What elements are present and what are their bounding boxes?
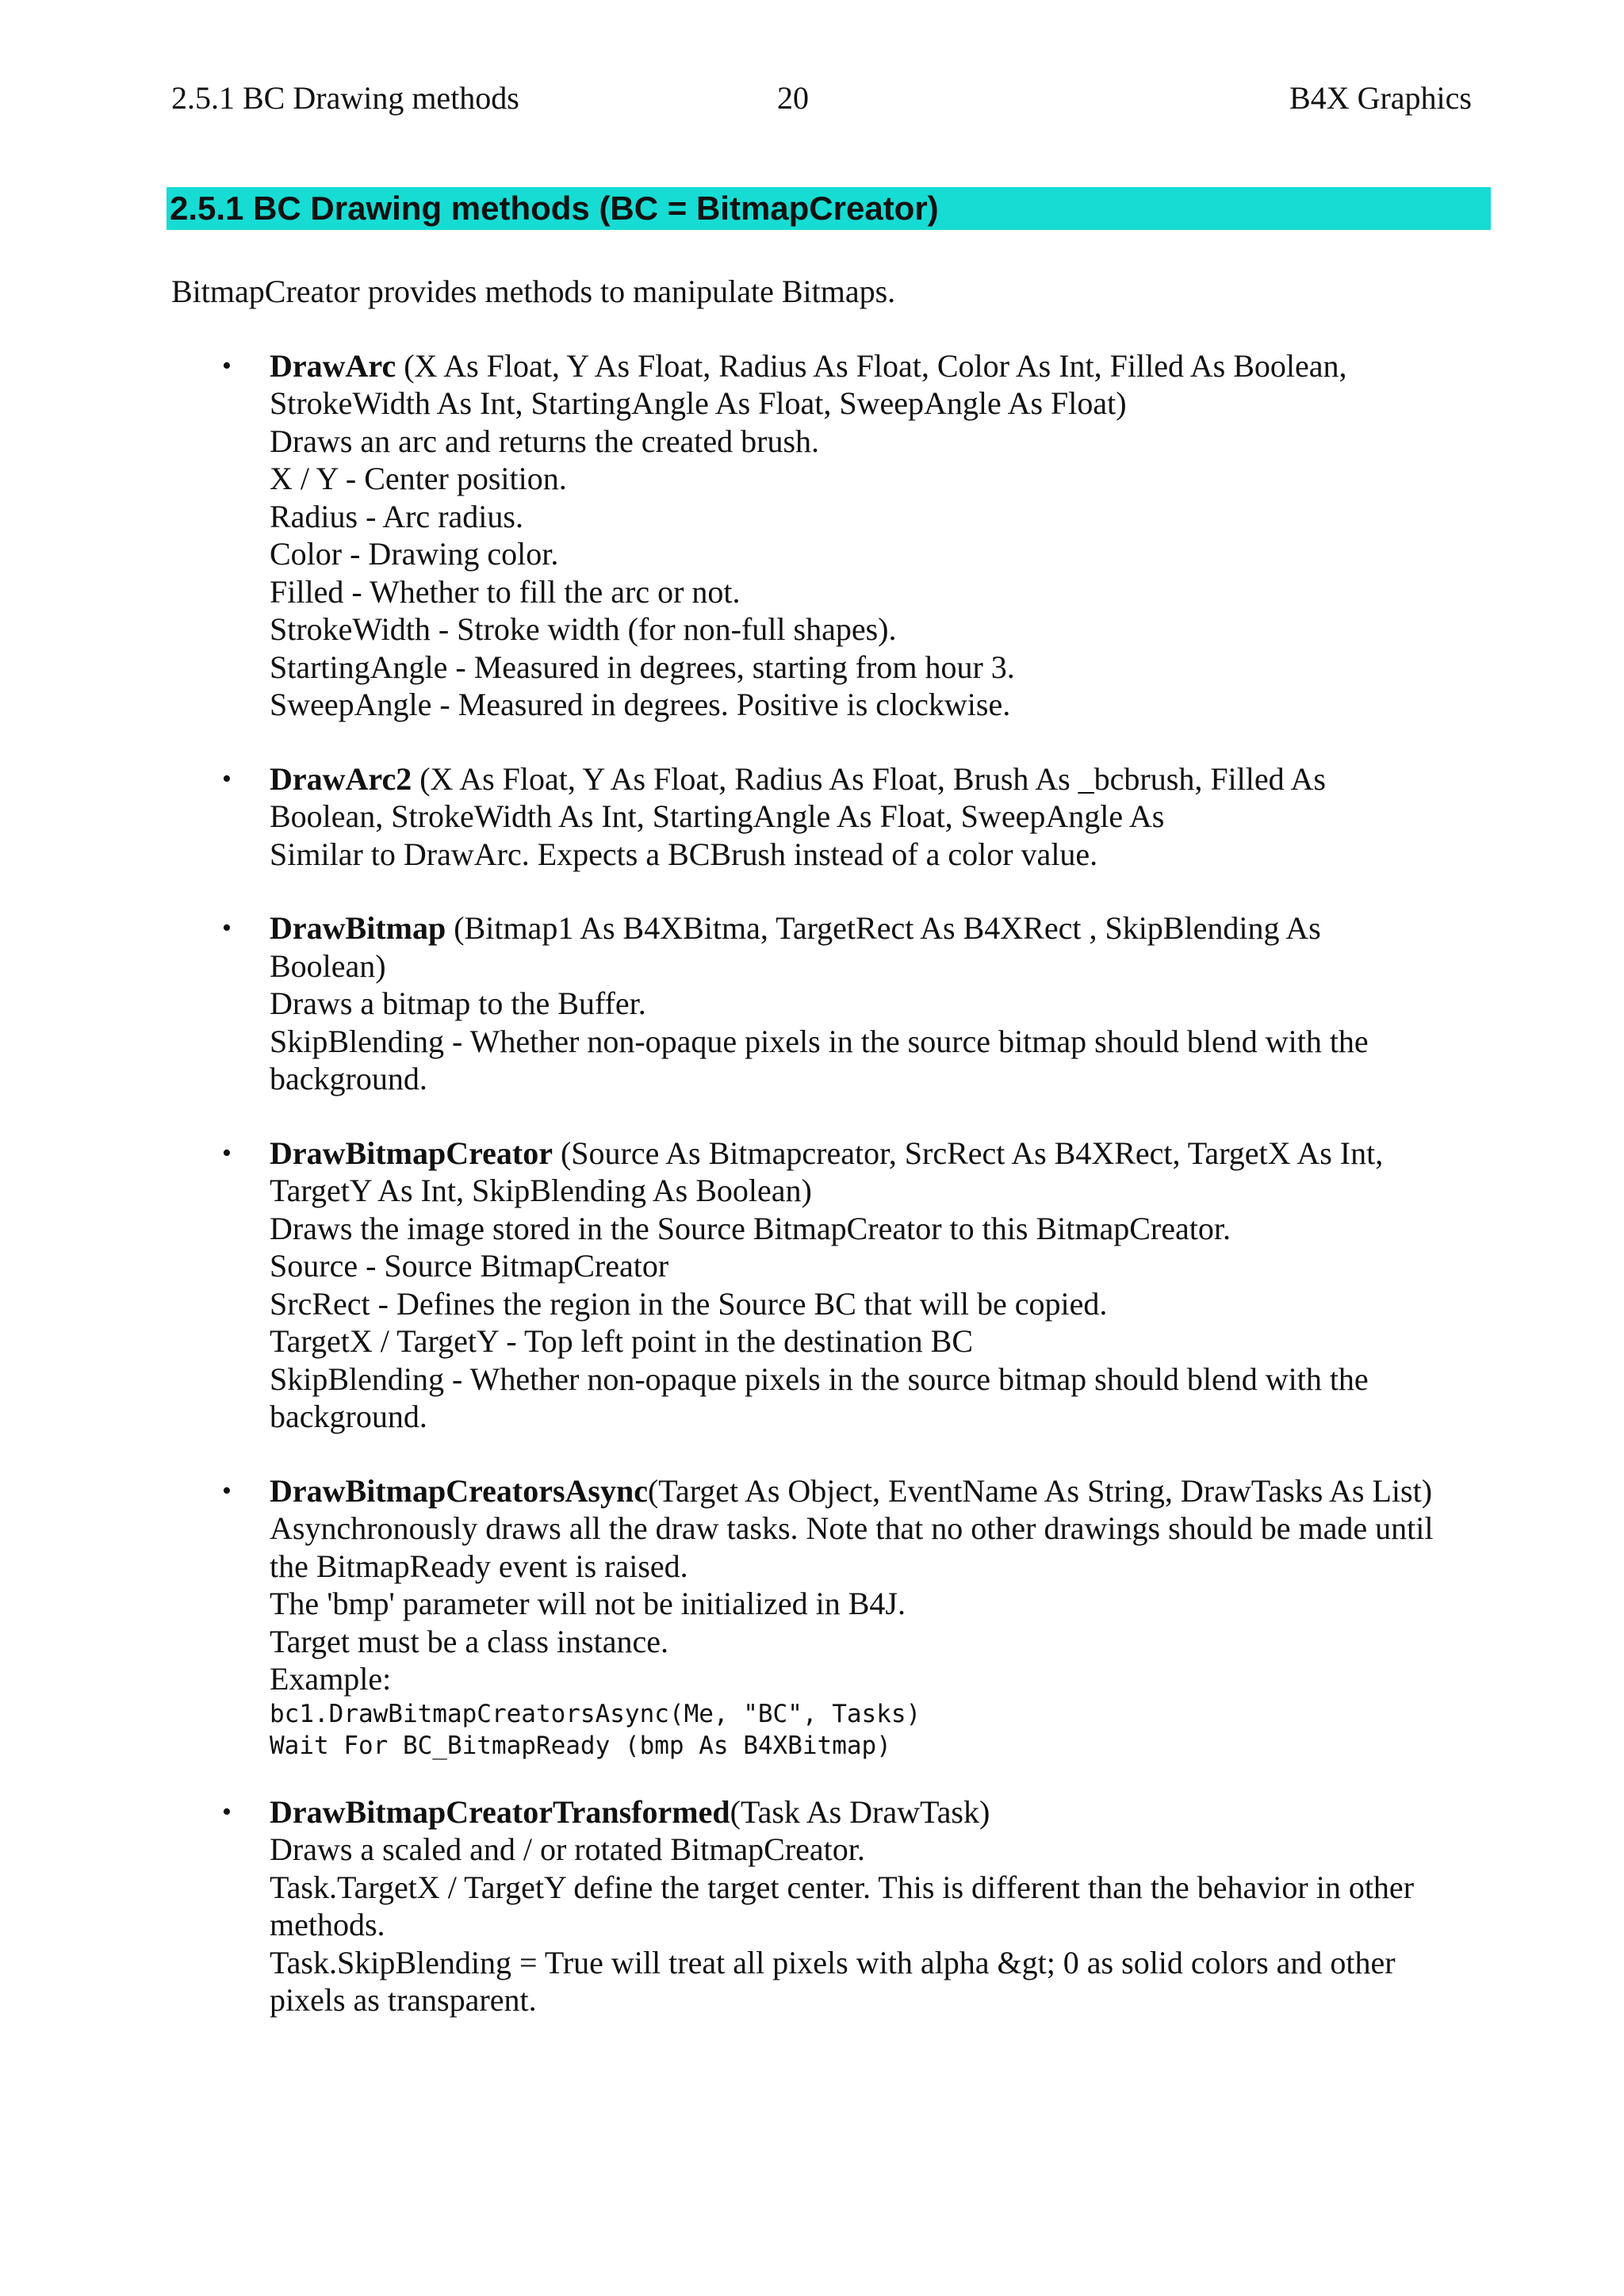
method-line: StrokeWidth - Stroke width (for non-full shapes).	[270, 611, 897, 647]
method-line: Draws a bitmap to the Buffer.	[270, 985, 646, 1021]
method-line: Similar to DrawArc. Expects a BCBrush instead of a color value.	[270, 836, 1098, 872]
header-book-title: B4X Graphics	[1289, 80, 1472, 116]
method-signature	[270, 1793, 1496, 1831]
method-line: Draws an arc and returns the created brush.	[270, 423, 820, 459]
method-params: (Target As Object, EventName As String, DrawTasks As List)	[647, 1472, 1433, 1509]
method-line: Color - Drawing color.	[270, 536, 559, 572]
method-item-drawbitmap	[171, 909, 1496, 1098]
method-params: (Bitmap1 As B4XBitma, TargetRect As B4XRect , SkipBlending As	[446, 910, 1321, 946]
bullet-icon: •	[222, 763, 232, 794]
method-item-drawbitmapcreatortransformed	[171, 1793, 1496, 2019]
method-params: (Task As DrawTask)	[730, 1793, 990, 1830]
method-name: DrawBitmap	[270, 910, 446, 946]
bullet-icon: •	[222, 1797, 232, 1827]
method-line: background.	[270, 1399, 427, 1434]
method-line: Radius - Arc radius.	[270, 498, 523, 534]
method-line: Filled - Whether to fill the arc or not.	[270, 573, 741, 610]
bullet-icon: •	[222, 350, 232, 381]
method-params: (X As Float, Y As Float, Radius As Float, Color As Int, Filled As Boolean,	[396, 347, 1347, 384]
method-name: DrawBitmapCreatorsAsync	[270, 1472, 648, 1509]
method-line: StrokeWidth As Int, StartingAngle As Float, SweepAngle As Float)	[270, 385, 1127, 421]
method-signature	[270, 1472, 1496, 1510]
bullet-icon: •	[222, 913, 232, 943]
document-body	[171, 273, 1496, 2056]
method-line: TargetX / TargetY - Top left point in the destination BC	[270, 1323, 974, 1359]
method-line: background.	[270, 1061, 427, 1096]
bullet-icon: •	[222, 1138, 232, 1168]
method-line: pixels as transparent.	[270, 1982, 537, 2018]
method-signature	[270, 909, 1496, 947]
method-line: Task.TargetX / TargetY define the target center. This is different than the behavior in other	[270, 1869, 1415, 1905]
method-line: Boolean)	[270, 947, 386, 984]
header-section-title: 2.5.1 BC Drawing methods	[171, 80, 519, 116]
running-header	[171, 76, 1472, 121]
method-line: methods.	[270, 1907, 385, 1942]
method-item-drawbitmapcreator	[171, 1135, 1496, 1436]
method-item-drawbitmapcreatorsasync	[171, 1472, 1496, 1762]
method-line: SweepAngle - Measured in degrees. Positive is clockwise.	[270, 687, 1011, 722]
method-list	[171, 347, 1496, 2019]
method-line: Source - Source BitmapCreator	[270, 1248, 669, 1284]
method-name: DrawArc	[270, 347, 396, 384]
method-signature	[270, 760, 1496, 798]
intro-paragraph: BitmapCreator provides methods to manipulate Bitmaps.	[171, 274, 896, 309]
method-signature	[270, 347, 1496, 385]
method-line: Draws a scaled and / or rotated BitmapCreator.	[270, 1831, 865, 1867]
method-line: Example:	[270, 1661, 392, 1697]
method-line: Draws the image stored in the Source BitmapCreator to this BitmapCreator.	[270, 1210, 1231, 1246]
method-name: DrawBitmapCreator	[270, 1135, 553, 1171]
method-line: Task.SkipBlending = True will treat all pixels with alpha &gt; 0 as solid colors and other	[270, 1944, 1396, 1980]
method-signature	[270, 1135, 1496, 1173]
method-line: X / Y - Center position.	[270, 461, 567, 496]
section-heading: 2.5.1 BC Drawing methods (BC = BitmapCreator)	[167, 187, 1491, 230]
method-params: (X As Float, Y As Float, Radius As Float, Brush As _bcbrush, Filled As	[412, 760, 1326, 797]
method-line: SkipBlending - Whether non-opaque pixels in the source bitmap should blend with the	[270, 1023, 1369, 1059]
method-line: StartingAngle - Measured in degrees, starting from hour 3.	[270, 649, 1015, 685]
method-name: DrawArc2	[270, 760, 412, 797]
method-name: DrawBitmapCreatorTransformed	[270, 1793, 730, 1830]
method-line: Asynchronously draws all the draw tasks. Note that no other drawings should be made until	[270, 1510, 1434, 1546]
page-number: 20	[777, 80, 809, 116]
bullet-icon: •	[222, 1475, 232, 1506]
method-line: the BitmapReady event is raised.	[270, 1548, 688, 1584]
method-item-drawarc	[171, 347, 1496, 724]
code-example-line: bc1.DrawBitmapCreatorsAsync(Me, "BC", Tasks)	[270, 1699, 921, 1728]
method-line: Target must be a class instance.	[270, 1623, 668, 1659]
method-line: TargetY As Int, SkipBlending As Boolean)	[270, 1173, 812, 1208]
method-item-drawarc2	[171, 760, 1496, 874]
method-line: SkipBlending - Whether non-opaque pixels in the source bitmap should blend with the	[270, 1360, 1369, 1397]
method-params: (Source As Bitmapcreator, SrcRect As B4XRect, TargetX As Int,	[552, 1135, 1384, 1171]
method-line: SrcRect - Defines the region in the Source BC that will be copied.	[270, 1285, 1108, 1322]
code-example-line: Wait For BC_BitmapReady (bmp As B4XBitmap)	[270, 1731, 891, 1760]
method-line: The 'bmp' parameter will not be initialized in B4J.	[270, 1586, 906, 1621]
method-line: Boolean, StrokeWidth As Int, StartingAngle As Float, SweepAngle As	[270, 798, 1165, 834]
